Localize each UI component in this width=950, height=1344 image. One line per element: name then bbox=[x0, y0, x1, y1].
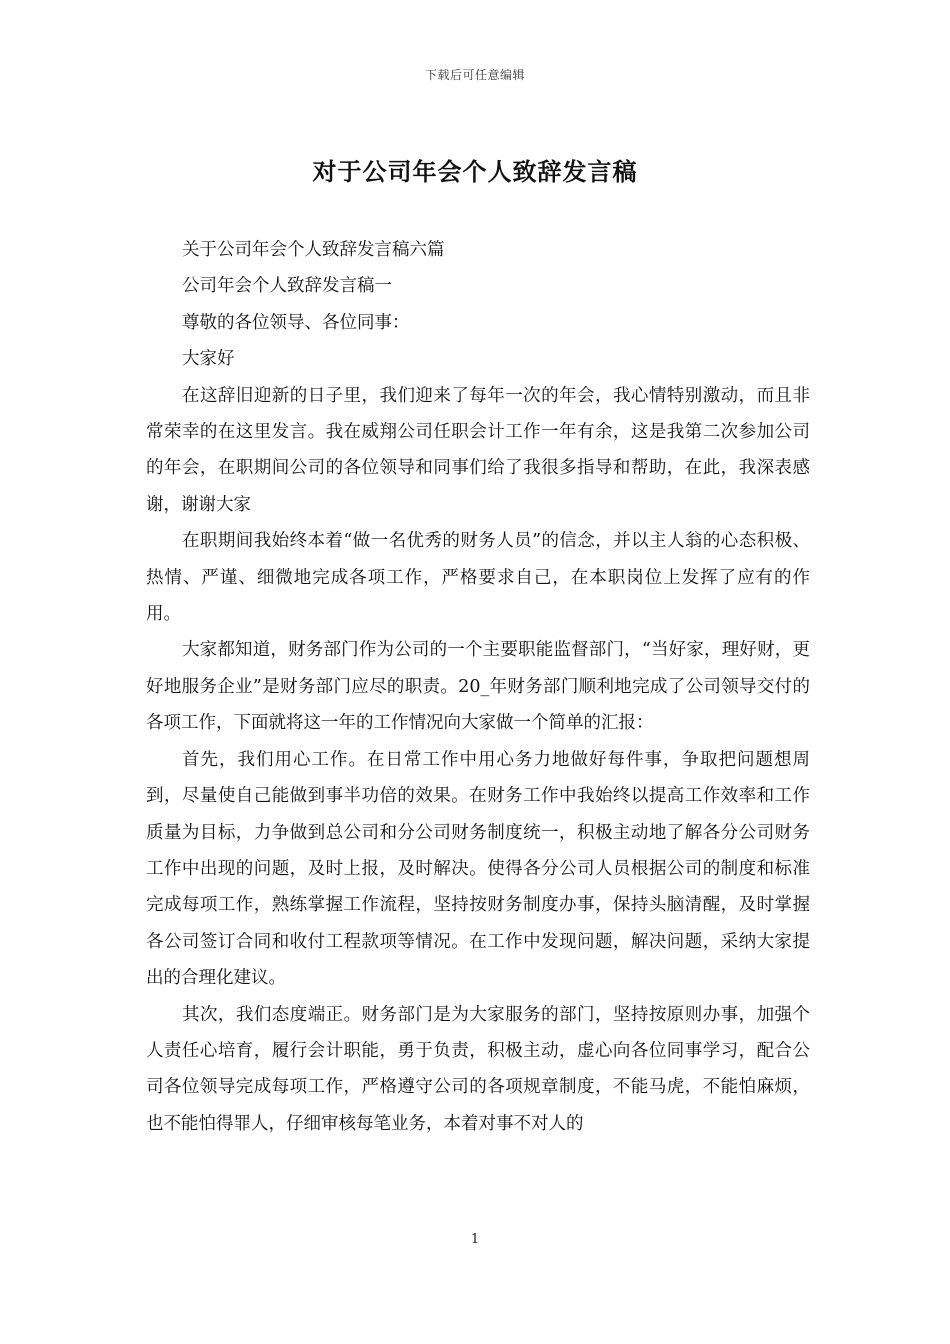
paragraph-belief: 在职期间我始终本着“做一名优秀的财务人员”的信念，并以主人翁的心态积极、热情、严谨、细微地完成各项工作，严格要求自己，在本职岗位上发挥了应有的作用。 bbox=[146, 531, 810, 625]
document-title: 对于公司年会个人致辞发言稿 bbox=[312, 157, 638, 186]
paragraph-subtitle: 关于公司年会个人致辞发言稿六篇 bbox=[182, 240, 445, 260]
paragraph-duties: 大家都知道，财务部门作为公司的一个主要职能监督部门，“当好家，理好财，更好地服务企业”是财务部门应尽的职责。20_年财务部门顺利地完成了公司领导交付的各项工作，下面就将这一年的工作情况向大家做一个简单的汇报： bbox=[146, 640, 810, 734]
paragraph-first-point: 首先，我们用心工作。在日常工作中用心务力地做好每件事，争取把问题想周到，尽量使自己能做到事半功倍的效果。在财务工作中我始终以提高工作效率和工作质量为目标，力争做到总公司和分公司财务制度统一，积极主动地了解各分公司财务工作中出现的问题，及时上报，及时解决。使得各分公司人员根据公司的制度和标准完成每项工作，熟练掌握工作流程，坚持按财务制度办事，保持头脑清醒，及时掌握各公司签订合同和收付工程款项等情况。在工作中发现问题，解决问题，采纳大家提出的合理化建议。 bbox=[146, 749, 810, 989]
paragraph-section-heading: 公司年会个人致辞发言稿一 bbox=[182, 276, 392, 297]
paragraph-opening: 在这辞旧迎新的日子里，我们迎来了每年一次的年会，我心情特别激动，而且非常荣幸的在这里发言。我在威翔公司任职会计工作一年有余，这是我第二次参加公司的年会，在职期间公司的各位领导和同事们给了我很多指导和帮助，在此，我深表感谢，谢谢大家 bbox=[146, 385, 810, 515]
page-number: 1 bbox=[470, 1232, 480, 1247]
header-note: 下载后可任意编辑 bbox=[424, 68, 525, 82]
document-body bbox=[146, 232, 810, 1142]
paragraph-salutation: 尊敬的各位领导、各位同事： bbox=[182, 312, 410, 333]
paragraph-greeting: 大家好 bbox=[182, 349, 235, 370]
paragraph-second-point: 其次，我们态度端正。财务部门是为大家服务的部门，坚持按原则办事，加强个人责任心培育，履行会计职能，勇于负责，积极主动，虚心向各位同事学习，配合公司各位领导完成每项工作，严格遵守公司的各项规章制度，不能马虎，不能怕麻烦，也不能怕得罪人，仔细审核每笔业务，本着对事不对人的 bbox=[146, 1004, 810, 1134]
